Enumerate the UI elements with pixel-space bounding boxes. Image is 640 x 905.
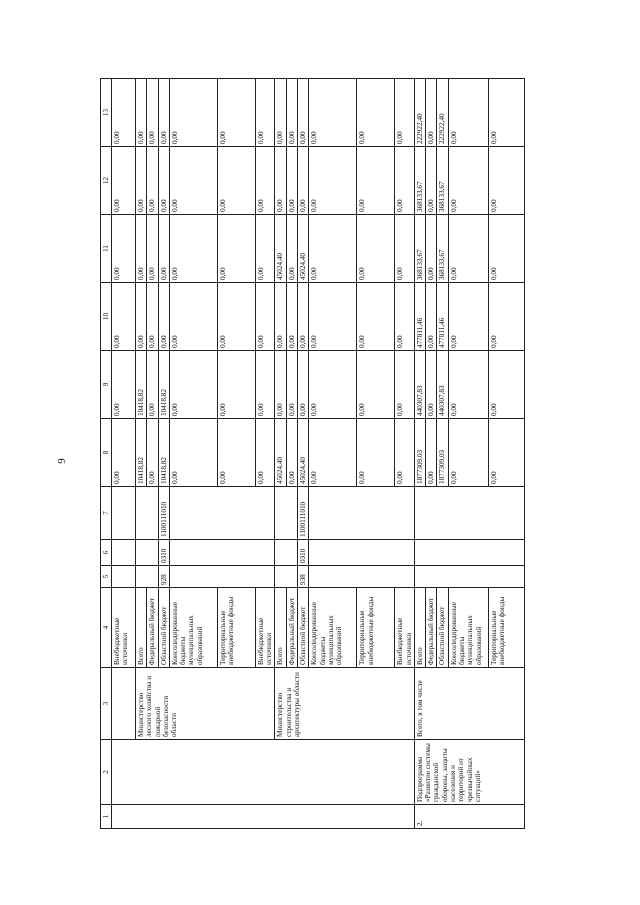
- funding-source-cell: Всего: [136, 588, 147, 668]
- funding-source-cell: Консолидированные бюджеты муниципальных образований: [448, 588, 488, 668]
- amount-cell: 0,00: [286, 79, 297, 147]
- amount-cell: 0,00: [217, 351, 255, 419]
- amount-cell: 0,00: [448, 283, 488, 351]
- funding-source-cell: Областной бюджет: [158, 588, 169, 668]
- target-code-cell: [169, 487, 275, 540]
- target-code-cell: 1100111010: [158, 487, 169, 540]
- amount-cell: 0,00: [488, 215, 524, 283]
- amount-cell: 0,00: [488, 147, 524, 215]
- amount-cell: 477811,46: [414, 283, 425, 351]
- amount-cell: 0,00: [309, 147, 357, 215]
- funding-source-cell: Областной бюджет: [437, 588, 448, 668]
- amount-cell: 222922,40: [437, 79, 448, 147]
- amount-cell: 0,00: [357, 147, 395, 215]
- amount-cell: 0,00: [286, 215, 297, 283]
- amount-cell: 0,00: [426, 351, 437, 419]
- amount-cell: 0,00: [255, 283, 275, 351]
- target-code-cell: [136, 487, 159, 540]
- amount-cell: 10418,82: [136, 351, 147, 419]
- amount-cell: 0,00: [217, 215, 255, 283]
- amount-cell: 0,00: [426, 215, 437, 283]
- funding-source-cell: Консолидированные бюджеты муниципальных образований: [309, 588, 357, 668]
- amount-cell: 0,00: [488, 79, 524, 147]
- amount-cell: 0,00: [357, 215, 395, 283]
- amount-cell: 0,00: [217, 79, 255, 147]
- executor-cell: Министерство строительства и архитектуры области: [275, 668, 414, 740]
- amount-cell: 0,00: [395, 351, 415, 419]
- amount-cell: 10418,82: [158, 419, 169, 487]
- header-col-5: 5: [101, 566, 112, 588]
- grbs-code-cell: [136, 566, 159, 588]
- amount-cell: 0,00: [217, 283, 255, 351]
- target-code-cell: [275, 487, 298, 540]
- funding-source-cell: Всего: [275, 588, 286, 668]
- amount-cell: 440307,83: [437, 351, 448, 419]
- funding-source-cell: Внебюджетные источники: [395, 588, 415, 668]
- amount-cell: 0,00: [357, 351, 395, 419]
- target-code-cell: [309, 487, 415, 540]
- funding-source-cell: Федеральный бюджет: [147, 588, 158, 668]
- amount-cell: 0,00: [112, 79, 136, 147]
- grbs-code-cell: 928: [158, 566, 169, 588]
- section-code-cell: 0310: [158, 540, 169, 566]
- grbs-code-cell: [169, 566, 275, 588]
- header-col-6: 6: [101, 540, 112, 566]
- table-row: [136, 79, 147, 829]
- header-col-7: 7: [101, 487, 112, 540]
- amount-cell: 0,00: [136, 147, 147, 215]
- amount-cell: 0,00: [255, 419, 275, 487]
- amount-cell: 45024,40: [275, 419, 286, 487]
- amount-cell: 0,00: [309, 79, 357, 147]
- amount-cell: 0,00: [298, 147, 309, 215]
- section-code-cell: 0310: [298, 540, 309, 566]
- amount-cell: 0,00: [298, 351, 309, 419]
- amount-cell: 0,00: [136, 215, 147, 283]
- amount-cell: 0,00: [169, 215, 217, 283]
- funding-source-cell: Федеральный бюджет: [286, 588, 297, 668]
- amount-cell: 0,00: [112, 147, 136, 215]
- amount-cell: 222922,40: [414, 79, 425, 147]
- section-code-cell: [169, 540, 275, 566]
- table-row: [414, 79, 425, 829]
- amount-cell: 0,00: [275, 79, 286, 147]
- amount-cell: 0,00: [426, 419, 437, 487]
- amount-cell: 0,00: [147, 147, 158, 215]
- amount-cell: 0,00: [147, 419, 158, 487]
- amount-cell: 1877309,03: [414, 419, 425, 487]
- amount-cell: 0,00: [255, 351, 275, 419]
- amount-cell: 0,00: [395, 419, 415, 487]
- amount-cell: 0,00: [426, 147, 437, 215]
- amount-cell: 0,00: [169, 351, 217, 419]
- executor-cell: [112, 668, 136, 740]
- table-row: [275, 79, 286, 829]
- funding-source-cell: Всего: [414, 588, 425, 668]
- amount-cell: 0,00: [448, 147, 488, 215]
- amount-cell: 0,00: [112, 351, 136, 419]
- amount-cell: 0,00: [158, 215, 169, 283]
- amount-cell: 0,00: [275, 351, 286, 419]
- amount-cell: 0,00: [255, 147, 275, 215]
- grbs-code-cell: [414, 566, 524, 588]
- amount-cell: 0,00: [275, 283, 286, 351]
- amount-cell: 0,00: [136, 283, 147, 351]
- target-code-cell: [112, 487, 136, 540]
- amount-cell: 0,00: [275, 147, 286, 215]
- grbs-code-cell: [112, 566, 136, 588]
- amount-cell: 0,00: [357, 419, 395, 487]
- funding-source-cell: Областной бюджет: [298, 588, 309, 668]
- amount-cell: 0,00: [448, 215, 488, 283]
- amount-cell: 10418,82: [136, 419, 147, 487]
- amount-cell: 0,00: [136, 79, 147, 147]
- amount-cell: 368133,67: [437, 147, 448, 215]
- header-col-1: 1: [101, 805, 112, 829]
- amount-cell: 0,00: [286, 351, 297, 419]
- grbs-code-cell: 938: [298, 566, 309, 588]
- amount-cell: 0,00: [169, 419, 217, 487]
- amount-cell: 0,00: [217, 147, 255, 215]
- target-code-cell: [414, 487, 524, 540]
- header-col-2: 2: [101, 740, 112, 805]
- budget-table-body: [101, 79, 525, 829]
- amount-cell: 0,00: [255, 215, 275, 283]
- funding-source-cell: Федеральный бюджет: [426, 588, 437, 668]
- header-col-10: 10: [101, 283, 112, 351]
- amount-cell: 0,00: [309, 283, 357, 351]
- amount-cell: 0,00: [488, 351, 524, 419]
- amount-cell: 0,00: [309, 215, 357, 283]
- section-code-cell: [275, 540, 298, 566]
- header-col-12: 12: [101, 147, 112, 215]
- amount-cell: 0,00: [286, 147, 297, 215]
- header-col-9: 9: [101, 351, 112, 419]
- amount-cell: 0,00: [169, 283, 217, 351]
- amount-cell: 0,00: [217, 419, 255, 487]
- funding-source-cell: Внебюджетные источники: [255, 588, 275, 668]
- section-code-cell: [309, 540, 415, 566]
- budget-table: [100, 78, 525, 829]
- funding-source-cell: Территориальные внебюджетные фонды: [217, 588, 255, 668]
- funding-source-cell: Консолидированные бюджеты муниципальных образований: [169, 588, 217, 668]
- amount-cell: 1877309,03: [437, 419, 448, 487]
- amount-cell: 368133,67: [414, 147, 425, 215]
- funding-source-cell: Территориальные внебюджетные фонды: [488, 588, 524, 668]
- header-col-11: 11: [101, 215, 112, 283]
- amount-cell: 0,00: [309, 351, 357, 419]
- section-code-cell: [136, 540, 159, 566]
- amount-cell: 0,00: [309, 419, 357, 487]
- amount-cell: 0,00: [448, 79, 488, 147]
- program-name-cell: [112, 740, 415, 805]
- section-code-cell: [112, 540, 136, 566]
- amount-cell: 10418,82: [158, 351, 169, 419]
- amount-cell: 0,00: [158, 79, 169, 147]
- amount-cell: 0,00: [488, 419, 524, 487]
- amount-cell: 0,00: [357, 283, 395, 351]
- section-code-cell: [414, 540, 524, 566]
- amount-cell: 0,00: [298, 283, 309, 351]
- amount-cell: 0,00: [169, 147, 217, 215]
- amount-cell: 0,00: [147, 215, 158, 283]
- table-row: [112, 79, 136, 829]
- amount-cell: 0,00: [169, 79, 217, 147]
- page-number: 9: [55, 458, 68, 464]
- amount-cell: 0,00: [147, 351, 158, 419]
- amount-cell: 0,00: [426, 79, 437, 147]
- amount-cell: 440307,83: [414, 351, 425, 419]
- amount-cell: 368133,67: [437, 215, 448, 283]
- amount-cell: 45024,40: [298, 215, 309, 283]
- amount-cell: 0,00: [395, 283, 415, 351]
- header-col-8: 8: [101, 419, 112, 487]
- amount-cell: 0,00: [158, 283, 169, 351]
- amount-cell: 368133,67: [414, 215, 425, 283]
- target-code-cell: 1100111010: [298, 487, 309, 540]
- amount-cell: 0,00: [147, 79, 158, 147]
- amount-cell: 0,00: [112, 283, 136, 351]
- row-number-cell: [112, 805, 415, 829]
- executor-cell: Министерство лесного хозяйства и пожарной безопасности области: [136, 668, 275, 740]
- grbs-code-cell: [275, 566, 298, 588]
- header-col-3: 3: [101, 668, 112, 740]
- row-number-cell: 2.: [414, 805, 524, 829]
- header-row: [101, 79, 112, 829]
- amount-cell: 0,00: [112, 419, 136, 487]
- amount-cell: 0,00: [255, 79, 275, 147]
- amount-cell: 0,00: [286, 419, 297, 487]
- amount-cell: 0,00: [357, 79, 395, 147]
- amount-cell: 0,00: [112, 215, 136, 283]
- amount-cell: 0,00: [147, 283, 158, 351]
- grbs-code-cell: [309, 566, 415, 588]
- amount-cell: 0,00: [395, 79, 415, 147]
- funding-source-cell: Территориальные внебюджетные фонды: [357, 588, 395, 668]
- header-col-4: 4: [101, 588, 112, 668]
- amount-cell: 45024,40: [275, 215, 286, 283]
- header-col-13: 13: [101, 79, 112, 147]
- amount-cell: 45024,40: [298, 419, 309, 487]
- amount-cell: 0,00: [286, 283, 297, 351]
- amount-cell: 0,00: [395, 215, 415, 283]
- program-name-cell: Подпрограмма «Развитие системы гражданской обороны, защиты населения и территорий от чрезвычайных ситуаций»: [414, 740, 524, 805]
- amount-cell: 0,00: [448, 351, 488, 419]
- amount-cell: 0,00: [395, 147, 415, 215]
- amount-cell: 0,00: [448, 419, 488, 487]
- amount-cell: 477811,46: [437, 283, 448, 351]
- executor-cell: Всего, в том числе: [414, 668, 524, 740]
- amount-cell: 0,00: [488, 283, 524, 351]
- funding-source-cell: Внебюджетные источники: [112, 588, 136, 668]
- amount-cell: 0,00: [298, 79, 309, 147]
- rotated-table-container: [100, 79, 520, 829]
- amount-cell: 0,00: [158, 147, 169, 215]
- amount-cell: 0,00: [426, 283, 437, 351]
